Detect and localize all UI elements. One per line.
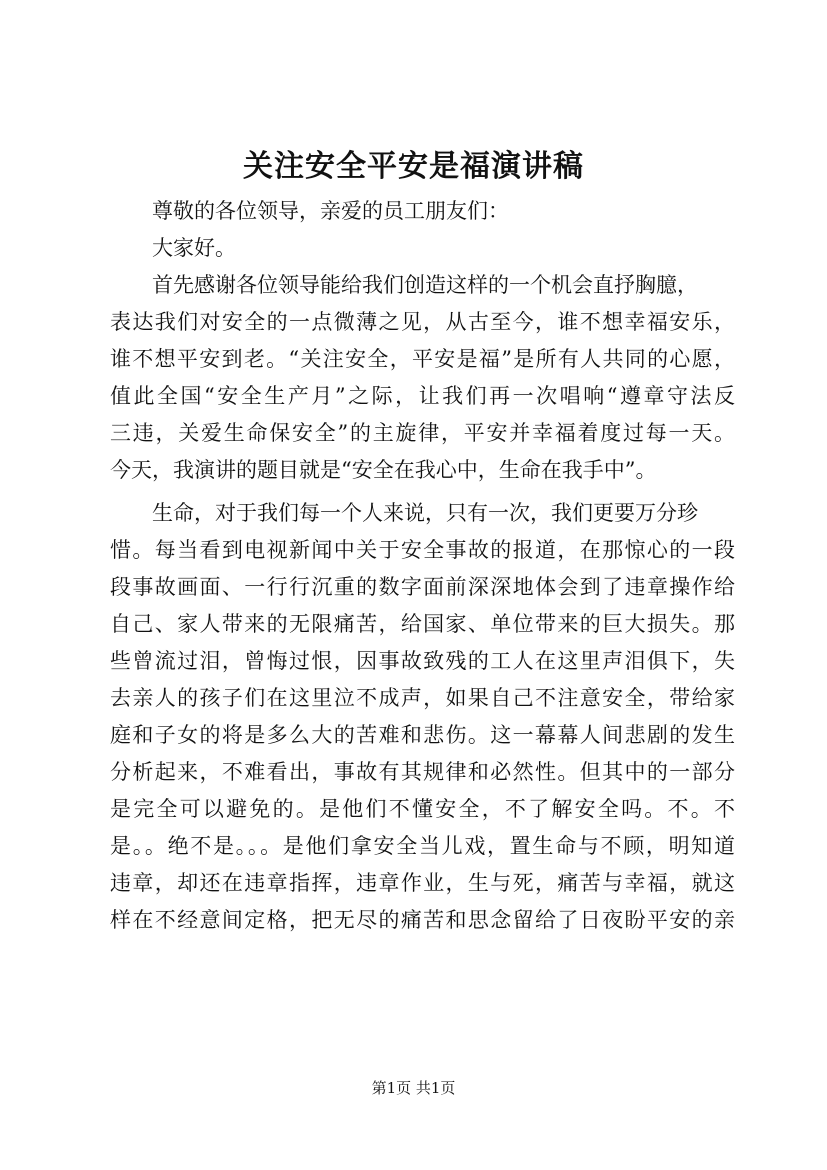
greeting-line: 大家好。: [152, 236, 236, 260]
paragraph-2-line-12: 样在不经意间定格，把无尽的痛苦和思念留给了日夜盼平安的亲: [110, 908, 735, 932]
paragraph-2-line-3: 段事故画面、一行行沉重的数字面前深深地体会到了违章操作给: [110, 575, 735, 599]
document-body: [110, 193, 735, 939]
paragraph-1-line-5: 三违，关爱生命保安全”的主旋律，平安并幸福着度过每一天。: [110, 421, 735, 445]
paragraph-1-line-1: 首先感谢各位领导能给我们创造这样的一个机会直抒胸臆，: [152, 273, 698, 297]
paragraph-1-line-3: 谁不想平安到老。“关注安全，平安是福”是所有人共同的心愿，: [110, 347, 735, 371]
salutation-line: 尊敬的各位领导，亲爱的员工朋友们：: [152, 199, 509, 223]
paragraph-1-line-4: 值此全国“安全生产月”之际，让我们再一次唱响“遵章守法反: [110, 384, 735, 408]
paragraph-2-line-8: 分析起来，不难看出，事故有其规律和必然性。但其中的一部分: [110, 760, 735, 784]
paragraph-2-line-11: 违章，却还在违章指挥，违章作业，生与死，痛苦与幸福，就这: [110, 871, 735, 895]
paragraph-1-line-2: 表达我们对安全的一点微薄之见，从古至今，谁不想幸福安乐，: [110, 310, 735, 334]
paragraph-2-line-9: 是完全可以避免的。是他们不懂安全，不了解安全吗。不。不: [110, 797, 735, 821]
paragraph-2-line-1: 生命，对于我们每一个人来说，只有一次，我们更要万分珍: [152, 501, 698, 525]
paragraph-2-line-2: 惜。每当看到电视新闻中关于安全事故的报道，在那惊心的一段: [110, 538, 735, 562]
paragraph-1-line-6: 今天，我演讲的题目就是“安全在我心中，生命在我手中”。: [110, 458, 657, 482]
paragraph-2-line-4: 自己、家人带来的无限痛苦，给国家、单位带来的巨大损失。那: [110, 612, 735, 636]
paragraph-2-line-6: 去亲人的孩子们在这里泣不成声，如果自己不注意安全，带给家: [110, 686, 735, 710]
paragraph-2-line-10: 是。。绝不是。。。是他们拿安全当儿戏，置生命与不顾，明知道: [110, 834, 735, 858]
page-footer: 第1页 共1页: [371, 1079, 456, 1097]
document-title: 关注安全平安是福演讲稿: [243, 149, 584, 184]
paragraph-2-line-5: 些曾流过泪，曾悔过恨，因事故致残的工人在这里声泪俱下，失: [110, 649, 735, 673]
paragraph-2-line-7: 庭和子女的将是多么大的苦难和悲伤。这一幕幕人间悲剧的发生: [110, 723, 735, 747]
